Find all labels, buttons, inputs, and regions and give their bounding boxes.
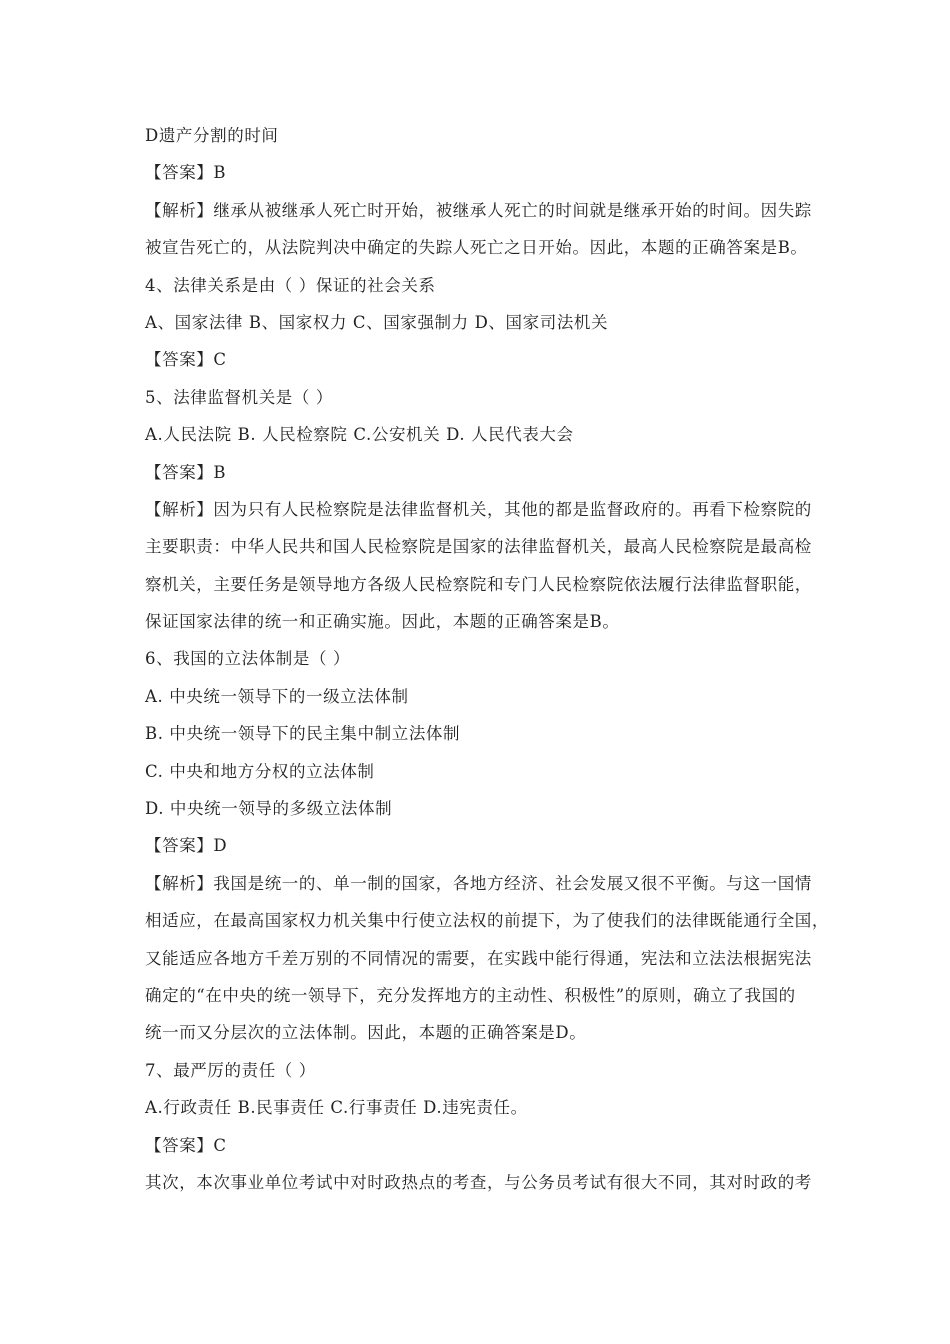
text-line: C. 中央和地方分权的立法体制 xyxy=(145,761,375,781)
text-line: D遗产分割的时间 xyxy=(145,126,279,145)
answer-line: 【答案】D xyxy=(145,836,228,856)
text-line: A. 中央统一领导下的一级立法体制 xyxy=(145,686,409,706)
text-line: A.行政责任 B.民事责任 C.行事责任 D.违宪责任。 xyxy=(145,1098,528,1118)
text-line: A.人民法院 B. 人民检察院 C.公安机关 D. 人民代表大会 xyxy=(145,425,574,445)
text-line: 其次，本次事业单位考试中对时政热点的考查，与公务员考试有很大不同，其对时政的考 xyxy=(145,1172,812,1192)
text-line: 5、法律监督机关是（ ） xyxy=(145,387,333,407)
text-line: A、国家法律 B、国家权力 C、国家强制力 D、国家司法机关 xyxy=(145,312,609,332)
text-line: D. 中央统一领导的多级立法体制 xyxy=(145,799,393,819)
answer-line: 【答案】B xyxy=(145,163,227,183)
document-page xyxy=(145,117,829,1201)
text-line: 确定的“在中央的统一领导下，充分发挥地方的主动性、积极性”的原则，确立了我国的 xyxy=(145,985,796,1005)
explanation-line: 【解析】我国是统一的、单一制的国家，各地方经济、社会发展又很不平衡。与这一国情 xyxy=(145,873,812,893)
answer-line: 【答案】C xyxy=(145,350,227,370)
text-line: B. 中央统一领导下的民主集中制立法体制 xyxy=(145,724,461,744)
text-line: 察机关，主要任务是领导地方各级人民检察院和专门人民检察院依法履行法律监督职能， xyxy=(145,574,812,594)
text-line: 4、法律关系是由（ ）保证的社会关系 xyxy=(145,275,436,295)
text-line: 7、最严厉的责任（ ） xyxy=(145,1060,316,1080)
text-line: 相适应，在最高国家权力机关集中行使立法权的前提下，为了使我们的法律既能通行全国， xyxy=(145,911,829,931)
text-line: 被宣告死亡的，从法院判决中确定的失踪人死亡之日开始。因此，本题的正确答案是B。 xyxy=(145,238,808,258)
text-line: 6、我国的立法体制是（ ） xyxy=(145,649,351,669)
text-line: 又能适应各地方千差万别的不同情况的需要，在实践中能行得通，宪法和立法法根据宪法 xyxy=(145,948,812,968)
text-line: 保证国家法律的统一和正确实施。因此，本题的正确答案是B。 xyxy=(145,612,620,632)
text-line: 主要职责：中华人民共和国人民检察院是国家的法律监督机关，最高人民检察院是最高检 xyxy=(145,537,812,557)
text-line: 统一而又分层次的立法体制。因此，本题的正确答案是D。 xyxy=(145,1023,587,1043)
answer-line: 【答案】B xyxy=(145,462,227,482)
explanation-line: 【解析】因为只有人民检察院是法律监督机关，其他的都是监督政府的。再看下检察院的 xyxy=(145,499,812,519)
answer-line: 【答案】C xyxy=(145,1135,227,1155)
explanation-line: 【解析】继承从被继承人死亡时开始，被继承人死亡的时间就是继承开始的时间。因失踪 xyxy=(145,200,812,220)
